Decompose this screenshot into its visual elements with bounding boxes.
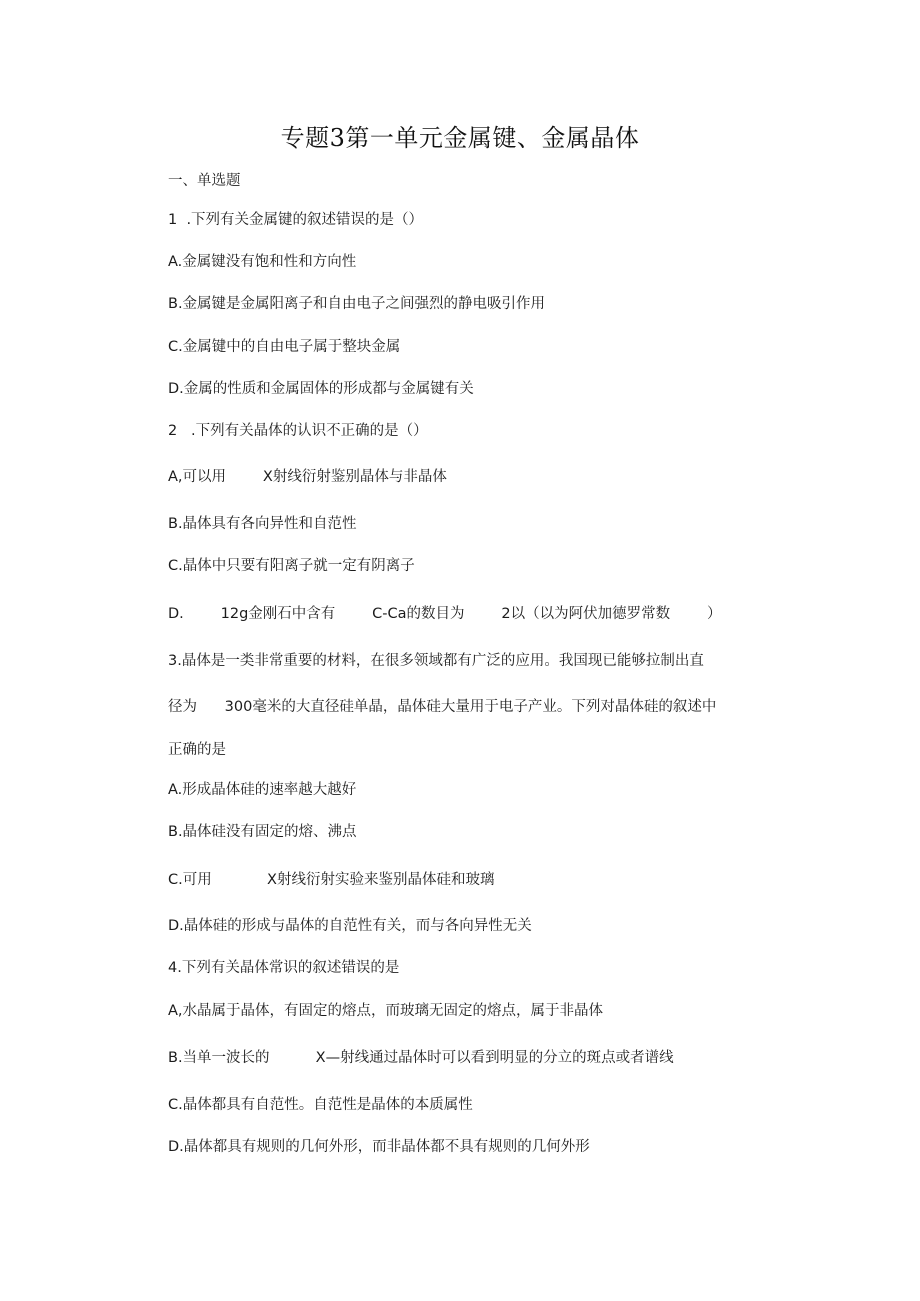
option-4d: D.晶体都具有规则的几何外形，而非晶体都不具有规则的几何外形: [168, 1139, 590, 1155]
option-2a: A,可以用 X射线衍射鉴别晶体与非晶体: [168, 469, 447, 485]
option-1c: C.金属键中的自由电子属于整块金属: [168, 339, 401, 355]
option-1a: A.金属键没有饱和性和方向性: [168, 254, 357, 270]
option-1d: D.金属的性质和金属固体的形成都与金属键有关: [168, 381, 474, 397]
option-3a: A.形成晶体硅的速率越大越好: [168, 782, 357, 798]
option-4c: C.晶体都具有自范性。自范性是晶体的本质属性: [168, 1097, 473, 1113]
question-3-line-2: 径为 300毫米的大直径硅单晶，晶体硅大量用于电子产业。下列对晶体硅的叙述中: [168, 699, 717, 715]
question-3-line-3: 正确的是: [168, 742, 226, 758]
question-4: 4.下列有关晶体常识的叙述错误的是: [168, 960, 400, 976]
option-3b: B.晶体硅没有固定的熔、沸点: [168, 824, 357, 840]
question-1: 1 .下列有关金属键的叙述错误的是（）: [168, 212, 424, 228]
page-title: 专题3第一单元金属键、金属晶体: [280, 124, 640, 152]
option-2b: B.晶体具有各向异性和自范性: [168, 516, 357, 532]
question-3-line-1: 3.晶体是一类非常重要的材料，在很多领域都有广泛的应用。我国现已能够拉制出直: [168, 653, 704, 669]
option-2d: D. 12g金刚石中含有 C-Ca的数目为 2以（以为阿伏加德罗常数 ）: [168, 606, 722, 622]
option-3d: D.晶体硅的形成与晶体的自范性有关，而与各向异性无关: [168, 918, 532, 934]
option-3c: C.可用 X射线衍射实验来鉴别晶体硅和玻璃: [168, 872, 495, 888]
option-2c: C.晶体中只要有阳离子就一定有阴离子: [168, 558, 415, 574]
question-2: 2 .下列有关晶体的认识不正确的是（）: [168, 423, 428, 439]
option-1b: B.金属键是金属阳离子和自由电子之间强烈的静电吸引作用: [168, 296, 546, 312]
section-heading: 一、单选题: [168, 173, 241, 189]
option-4b: B.当单一波长的 X—射线通过晶体时可以看到明显的分立的斑点或者谱线: [168, 1050, 674, 1066]
option-4a: A,水晶属于晶体，有固定的熔点，而玻璃无固定的熔点，属于非晶体: [168, 1003, 604, 1019]
